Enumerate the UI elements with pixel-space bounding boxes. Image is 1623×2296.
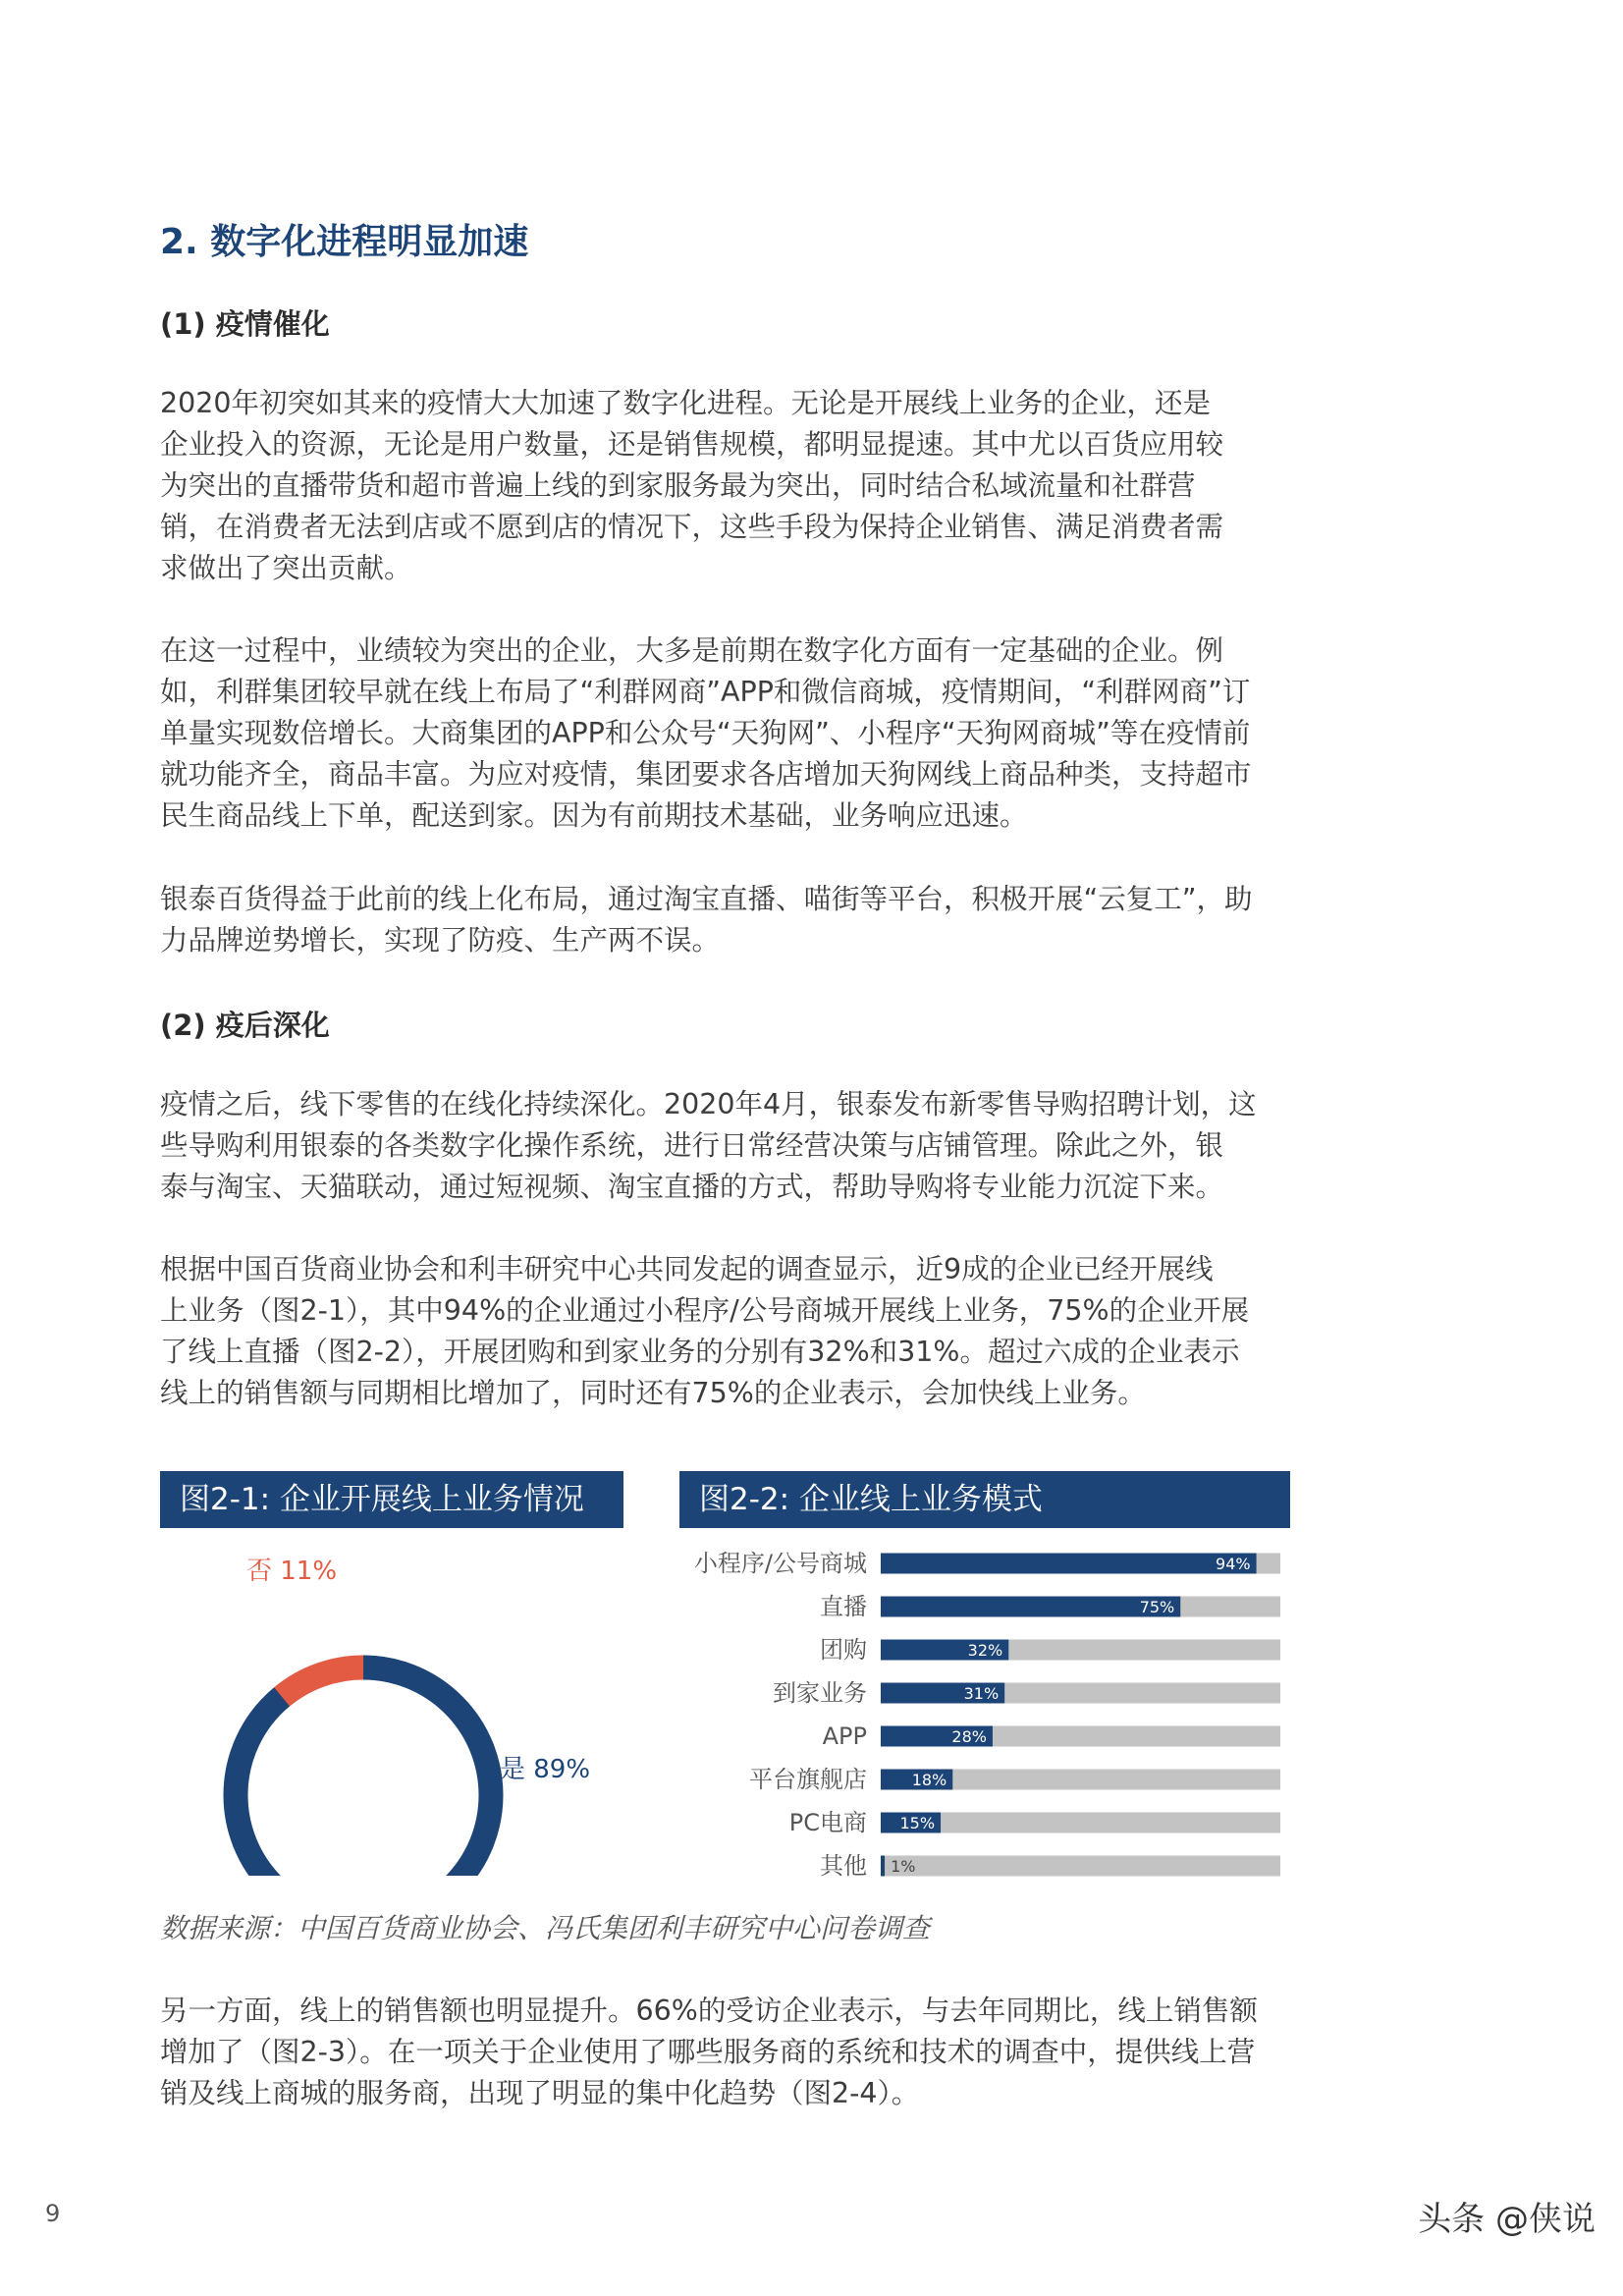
bar-category-label: PC电商 [788,1809,867,1836]
bar-value-label: 15% [899,1814,936,1832]
paragraph-line: 民生商品线上下单，配送到家。因为有前期技术基础，业务响应迅速。 [160,799,1028,832]
paragraph-5 [160,1249,1324,1414]
bar-value-label: 18% [911,1771,947,1789]
bar-value-label: 28% [951,1727,987,1746]
bar-category-label: 小程序/公号商城 [693,1550,867,1577]
subsection-heading-epidemic: (1) 疫情催化 [160,307,330,341]
bar-category-label: 团购 [820,1636,867,1664]
donut-chart [160,1542,622,1876]
donut-label-yes: 是 89% [500,1755,591,1784]
bar-chart [679,1542,1308,1895]
paragraph-line: 泰与淘宝、天猫联动，通过短视频、淘宝直播的方式，帮助导购将专业能力沉淀下来。 [160,1171,1224,1203]
donut-label-no: 否 11% [246,1557,338,1586]
data-source-note: 数据来源：中国百货商业协会、冯氏集团利丰研究中心问卷调查 [160,1912,931,1944]
paragraph-line: 力品牌逆势增长，实现了防疫、生产两不误。 [160,924,721,957]
paragraph-line: 上业务（图2-1），其中94%的企业通过小程序/公号商城开展线上业务，75%的企业开展 [160,1294,1250,1327]
paragraph-line: 如，利群集团较早就在线上布局了“利群网商”APP和微信商城，疫情期间，“利群网商”订 [160,676,1251,708]
donut-slice-yes [236,1667,491,1876]
paragraph-line: 企业投入的资源，无论是用户数量，还是销售规模，都明显提速。其中尤以百货应用较 [160,428,1224,461]
figure-2-1-title: 图2-1: 企业开展线上业务情况 [160,1471,623,1528]
bar-value-label: 31% [963,1684,1000,1703]
paragraph-line: 就功能齐全，商品丰富。为应对疫情，集团要求各店增加天狗网线上商品种类，支持超市 [160,758,1252,791]
paragraph-line: 单量实现数倍增长。大商集团的APP和公众号“天狗网”、小程序“天狗网商城”等在疫情前 [160,717,1251,749]
bar-value [881,1597,1180,1617]
paragraph-line: 销及线上商城的服务商，出现了明显的集中化趋势（图2-4）。 [160,2077,920,2109]
bar-value-label: 32% [967,1641,1003,1660]
paragraph-line: 求做出了突出贡献。 [160,552,412,584]
bar-value-label: 75% [1139,1598,1175,1616]
paragraph-line: 了线上直播（图2-2），开展团购和到家业务的分别有32%和31%。超过六成的企业表示 [160,1336,1240,1368]
bar-value [881,1554,1257,1574]
section-heading: 2. 数字化进程明显加速 [160,222,529,262]
paragraph-6 [160,1991,1324,2114]
bar-track [881,1856,1280,1877]
paragraph-line: 些导购利用银泰的各类数字化操作系统，进行日常经营决策与店铺管理。除此之外，银 [160,1129,1224,1162]
bar-value [881,1856,885,1877]
watermark: 头条 @侠说 [1418,2200,1596,2239]
paragraph-line: 在这一过程中，业绩较为突出的企业，大多是前期在数字化方面有一定基础的企业。例 [160,634,1224,667]
bar-value-label: 1% [891,1857,916,1876]
paragraph-line: 疫情之后，线下零售的在线化持续深化。2020年4月，银泰发布新零售导购招聘计划，这 [160,1088,1257,1121]
bar-value-label: 94% [1216,1555,1251,1573]
bar-category-label: 到家业务 [773,1679,867,1707]
page-number: 9 [45,2200,61,2227]
figure-2-2-title: 图2-2: 企业线上业务模式 [679,1471,1290,1528]
bar-category-label: 其他 [820,1852,867,1880]
paragraph-4 [160,1084,1324,1208]
paragraph-line: 银泰百货得益于此前的线上化布局，通过淘宝直播、喵街等平台，积极开展“云复工”，助 [160,883,1253,915]
paragraph-2 [160,630,1324,837]
paragraph-line: 销，在消费者无法到店或不愿到店的情况下，这些手段为保持企业销售、满足消费者需 [160,511,1224,543]
paragraph-line: 根据中国百货商业协会和利丰研究中心共同发起的调查显示，近9成的企业已经开展线 [160,1253,1214,1285]
paragraph-1 [160,383,1324,589]
paragraph-line: 线上的销售额与同期相比增加了，同时还有75%的企业表示，会加快线上业务。 [160,1377,1146,1409]
subsection-heading-post-epidemic: (2) 疫后深化 [160,1009,330,1042]
bar-category-label: 平台旗舰店 [749,1766,867,1793]
paragraph-line: 为突出的直播带货和超市普遍上线的到家服务最为突出，同时结合私域流量和社群营 [160,469,1196,502]
paragraph-line: 2020年初突如其来的疫情大大加速了数字化进程。无论是开展线上业务的企业，还是 [160,387,1212,419]
paragraph-line: 增加了（图2-3）。在一项关于企业使用了哪些服务商的系统和技术的调查中，提供线上营 [160,2036,1256,2068]
bar-category-label: APP [822,1722,867,1750]
bar-category-label: 直播 [820,1593,867,1620]
paragraph-line: 另一方面，线上的销售额也明显提升。66%的受访企业表示，与去年同期比，线上销售额 [160,1995,1258,2027]
paragraph-3 [160,879,1324,961]
